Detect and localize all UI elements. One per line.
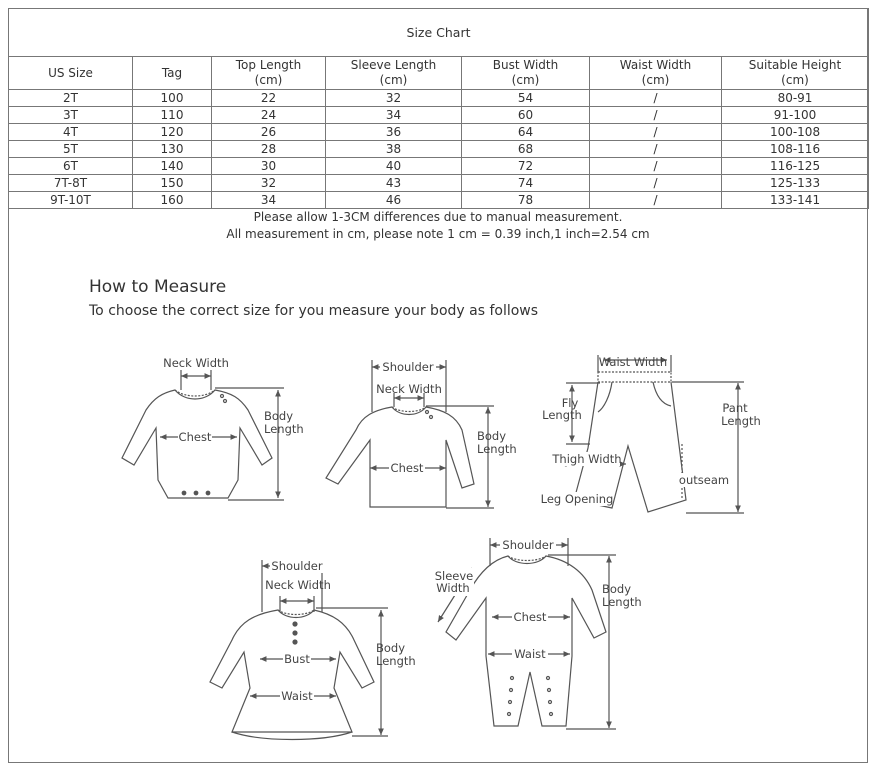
shirt-length-label: Length <box>477 442 517 456</box>
note-conversion: All measurement in cm, please note 1 cm = 0.39 inch,1 inch=2.54 cm <box>226 227 650 241</box>
dress-length-label: Length <box>376 654 416 668</box>
table-cell: 100-108 <box>722 124 869 141</box>
table-cell: 36 <box>326 124 462 141</box>
table-cell: 32 <box>212 175 326 192</box>
table-cell: 5T <box>9 141 133 158</box>
column-header-label: Bust Width <box>492 58 559 72</box>
table-cell: 64 <box>462 124 590 141</box>
table-cell: 80-91 <box>722 90 869 107</box>
romper-waist-label: Waist <box>514 647 546 661</box>
romper-length-label: Length <box>602 595 642 609</box>
note-differences: Please allow 1-3CM differences due to manual measurement. <box>253 210 623 224</box>
table-cell: 30 <box>212 158 326 175</box>
romper-chest-label: Chest <box>513 610 547 624</box>
table-cell: 3T <box>9 107 133 124</box>
romper-shoulder-label: Shoulder <box>502 538 554 552</box>
pants-pant-label: Pant <box>722 401 748 415</box>
table-cell: 150 <box>133 175 212 192</box>
table-cell: 46 <box>326 192 462 209</box>
table-cell: 38 <box>326 141 462 158</box>
bodysuit-chest-label: Chest <box>178 430 212 444</box>
table-cell: 125-133 <box>722 175 869 192</box>
column-header-label: Tag <box>161 65 183 80</box>
dress-body-label: Body <box>376 641 406 655</box>
table-cell: 100 <box>133 90 212 107</box>
table-cell: 7T-8T <box>9 175 133 192</box>
table-cell: 22 <box>212 90 326 107</box>
table-cell: 34 <box>212 192 326 209</box>
romper-sleeve-label: Sleeve <box>434 569 474 583</box>
dress-waist-label: Waist <box>281 689 313 703</box>
table-cell: / <box>590 124 722 141</box>
table-cell: 26 <box>212 124 326 141</box>
table-cell: 120 <box>133 124 212 141</box>
dress-bust-label: Bust <box>284 652 310 666</box>
table-cell: 78 <box>462 192 590 209</box>
pants-waist-label: Waist Width <box>598 355 668 369</box>
romper-diagram <box>438 538 616 729</box>
table-cell: 133-141 <box>722 192 869 209</box>
shirt-neck-label: Neck Width <box>376 382 442 396</box>
how-to-measure-title: How to Measure <box>89 277 227 297</box>
table-cell: 108-116 <box>722 141 869 158</box>
how-to-measure-subtitle: To choose the correct size for you measure your body as follows <box>89 303 539 319</box>
bodysuit-body-label: Body <box>264 409 294 423</box>
column-header-unit: (cm) <box>641 73 670 87</box>
table-cell: / <box>590 107 722 124</box>
column-header-unit: (cm) <box>781 73 809 87</box>
table-cell: / <box>590 192 722 209</box>
table-cell: 32 <box>326 90 462 107</box>
table-cell: / <box>590 158 722 175</box>
column-header-label: Top Length <box>235 58 302 72</box>
pants-outseam-label: outseam <box>678 473 730 487</box>
table-cell: 6T <box>9 158 133 175</box>
bodysuit-length-label: Length <box>264 422 304 436</box>
table-cell: 68 <box>462 141 590 158</box>
pants-thigh-label: Thigh Width <box>552 452 622 466</box>
table-cell: 34 <box>326 107 462 124</box>
romper-body-label: Body <box>602 582 632 596</box>
table-cell: 91-100 <box>722 107 869 124</box>
table-cell: 72 <box>462 158 590 175</box>
table-cell: 40 <box>326 158 462 175</box>
shirt-chest-label: Chest <box>390 461 424 475</box>
pants-fly-length-label: Length <box>542 408 582 422</box>
bodysuit-neck-label: Neck Width <box>163 356 229 370</box>
size-chart-title: Size Chart <box>9 9 869 57</box>
shirt-body-label: Body <box>477 429 507 443</box>
table-cell: 54 <box>462 90 590 107</box>
column-header-label: Waist Width <box>619 58 692 72</box>
table-cell: 24 <box>212 107 326 124</box>
column-header-unit: (cm) <box>511 73 540 87</box>
table-cell: 4T <box>9 124 133 141</box>
column-header-unit: (cm) <box>379 73 408 87</box>
table-cell: 74 <box>462 175 590 192</box>
dress-neck-label: Neck Width <box>265 578 331 592</box>
pants-diagram <box>560 355 744 513</box>
column-header-label: Sleeve Length <box>350 58 437 72</box>
shirt-shoulder-label: Shoulder <box>382 360 434 374</box>
table-cell: 2T <box>9 90 133 107</box>
dress-shoulder-label: Shoulder <box>271 559 323 573</box>
romper-sleeve-width-label: Width <box>436 581 470 595</box>
table-cell: 43 <box>326 175 462 192</box>
table-cell: 140 <box>133 158 212 175</box>
column-header-unit: (cm) <box>254 73 283 87</box>
table-cell: 116-125 <box>722 158 869 175</box>
table-cell: 130 <box>133 141 212 158</box>
table-cell: / <box>590 141 722 158</box>
table-cell: 28 <box>212 141 326 158</box>
column-header-label: US Size <box>48 65 93 80</box>
table-cell: / <box>590 90 722 107</box>
table-cell: 9T-10T <box>9 192 133 209</box>
pants-fly-label: Fly <box>561 396 579 410</box>
table-cell: / <box>590 175 722 192</box>
pants-leg-opening-label: Leg Opening <box>540 492 614 506</box>
table-cell: 60 <box>462 107 590 124</box>
table-cell: 110 <box>133 107 212 124</box>
table-cell: 160 <box>133 192 212 209</box>
column-header-label: Suitable Height <box>748 58 842 72</box>
pants-pant-length-label: Length <box>721 414 761 428</box>
